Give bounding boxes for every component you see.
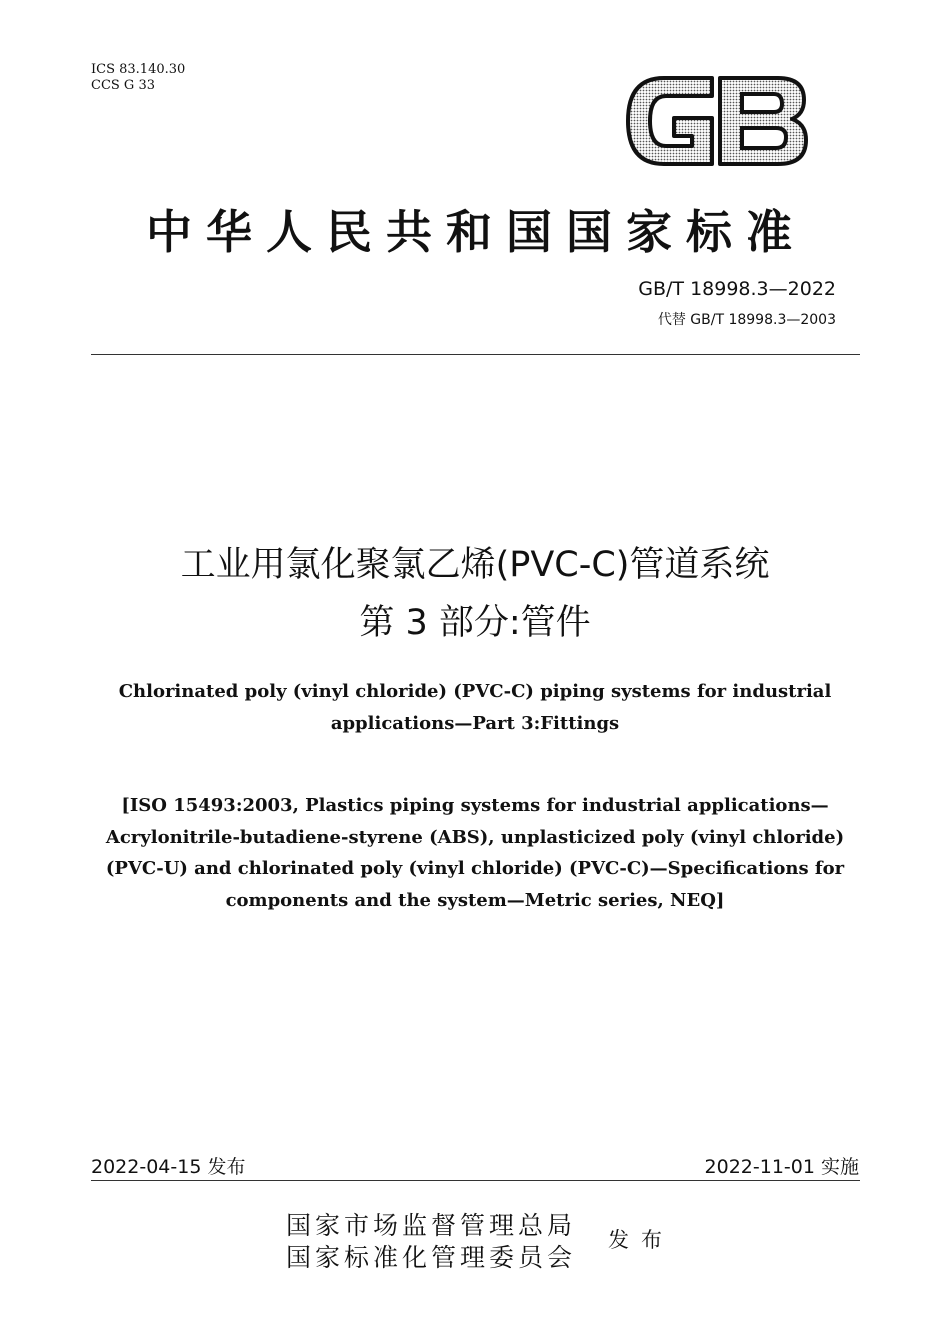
issuer-line1: 国家市场监督管理总局 [286, 1211, 577, 1240]
standard-title: 中华人民共和国国家标准 [146, 205, 806, 259]
classification-codes [91, 62, 185, 94]
standard-code: GB/T 18998.3—2022 [638, 278, 836, 300]
iso-reference [60, 790, 890, 916]
en-title [60, 676, 890, 740]
replaces-code: 代替 GB/T 18998.3—2003 [657, 312, 836, 328]
publish-label: 发布 [608, 1228, 674, 1252]
bottom-divider [91, 1180, 860, 1181]
en-title-line2: applications—Part 3:Fittings [330, 713, 620, 734]
iso-line3: (PVC-U) and chlorinated poly (vinyl chloride) (PVC-C)—Specifications for [105, 858, 845, 879]
release-date: 2022-04-15 发布 [91, 1156, 246, 1178]
en-title-line1: Chlorinated poly (vinyl chloride) (PVC-C) piping systems for industrial [118, 681, 832, 702]
iso-line2: Acrylonitrile-butadiene-styrene (ABS), unplasticized poly (vinyl chloride) [105, 826, 845, 848]
implement-date: 2022-11-01 实施 [704, 1156, 859, 1178]
iso-line4: components and the system—Metric series, NEQ] [225, 889, 725, 911]
ics-code: ICS 83.140.30 [91, 62, 186, 77]
cn-title-line1: 工业用氯化聚氯乙烯(PVC-C)管道系统 [180, 545, 770, 585]
iso-line1: [ISO 15493:2003, Plastics piping systems for industrial applications— [121, 795, 829, 816]
issuer-line2: 国家标准化管理委员会 [286, 1243, 577, 1272]
ccs-code: CCS G 33 [91, 78, 155, 93]
cn-title-line2: 第 3 部分:管件 [359, 603, 591, 643]
gb-logo [624, 74, 810, 168]
top-divider [91, 354, 860, 355]
